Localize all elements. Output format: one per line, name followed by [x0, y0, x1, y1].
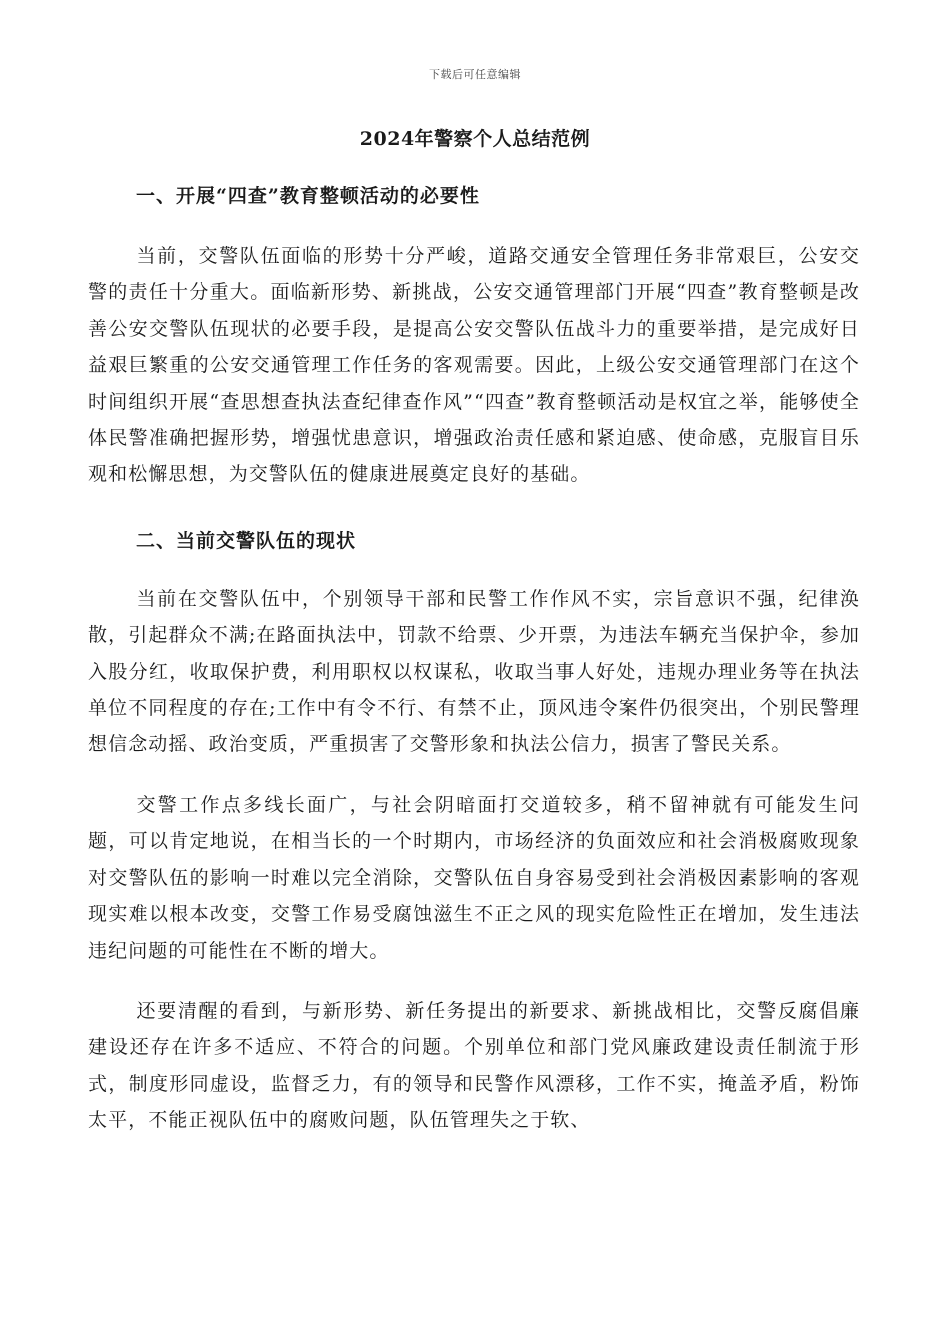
paragraph: 当前在交警队伍中，个别领导干部和民警工作作风不实，宗旨意识不强，纪律涣散，引起群众不满;在路面执法中，罚款不给票、少开票，为违法车辆充当保护伞，参加入股分红，收取保护费，利用职权以权谋私，收取当事人好处，违规办理业务等在执法单位不同程度的存在;工作中有令不行、有禁不止，顶风违令案件仍很突出，个别民警理想信念动摇、政治变质，严重损害了交警形象和执法公信力，损害了警民关系。 [88, 587, 860, 756]
section-heading: 二、当前交警队伍的现状 [136, 529, 357, 552]
section-heading: 一、开展“四查”教育整顿活动的必要性 [136, 185, 480, 207]
document-body [88, 178, 860, 1163]
header-note: 下载后可任意编辑 [429, 68, 521, 81]
document-title: 2024年警察个人总结范例 [359, 128, 591, 150]
section-necessity [88, 178, 860, 493]
paragraph: 还要清醒的看到，与新形势、新任务提出的新要求、新挑战相比，交警反腐倡廉建设还存在许多不适应、不符合的问题。个别单位和部门党风廉政建设责任制流于形式，制度形同虚设，监督乏力，有的领导和民警作风漂移，工作不实，掩盖矛盾，粉饰太平，不能正视队伍中的腐败问题，队伍管理失之于软、 [88, 999, 860, 1132]
paragraph: 交警工作点多线长面广，与社会阴暗面打交道较多，稍不留神就有可能发生问题，可以肯定地说，在相当长的一个时期内，市场经济的负面效应和社会消极腐败现象对交警队伍的影响一时难以完全消除，交警队伍自身容易受到社会消极因素影响的客观现实难以根本改变，交警工作易受腐蚀滋生不正之风的现实危险性正在增加，发生违法违纪问题的可能性在不断的增大。 [88, 793, 860, 962]
paragraph: 当前，交警队伍面临的形势十分严峻，道路交通安全管理任务非常艰巨，公安交警的责任十分重大。面临新形势、新挑战，公安交通管理部门开展“四查”教育整顿是改善公安交警队伍现状的必要手段，是提高公安交警队伍战斗力的重要举措，是完成好日益艰巨繁重的公安交通管理工作任务的客观需要。因此，上级公安交通管理部门在这个时间组织开展“查思想查执法查纪律查作风”“四查”教育整顿活动是权宜之举，能够使全体民警准确把握形势，增强忧患意识，增强政治责任感和紧迫感、使命感，克服盲目乐观和松懈思想，为交警队伍的健康进展奠定良好的基础。 [88, 245, 860, 486]
section-current-status [88, 523, 860, 1139]
